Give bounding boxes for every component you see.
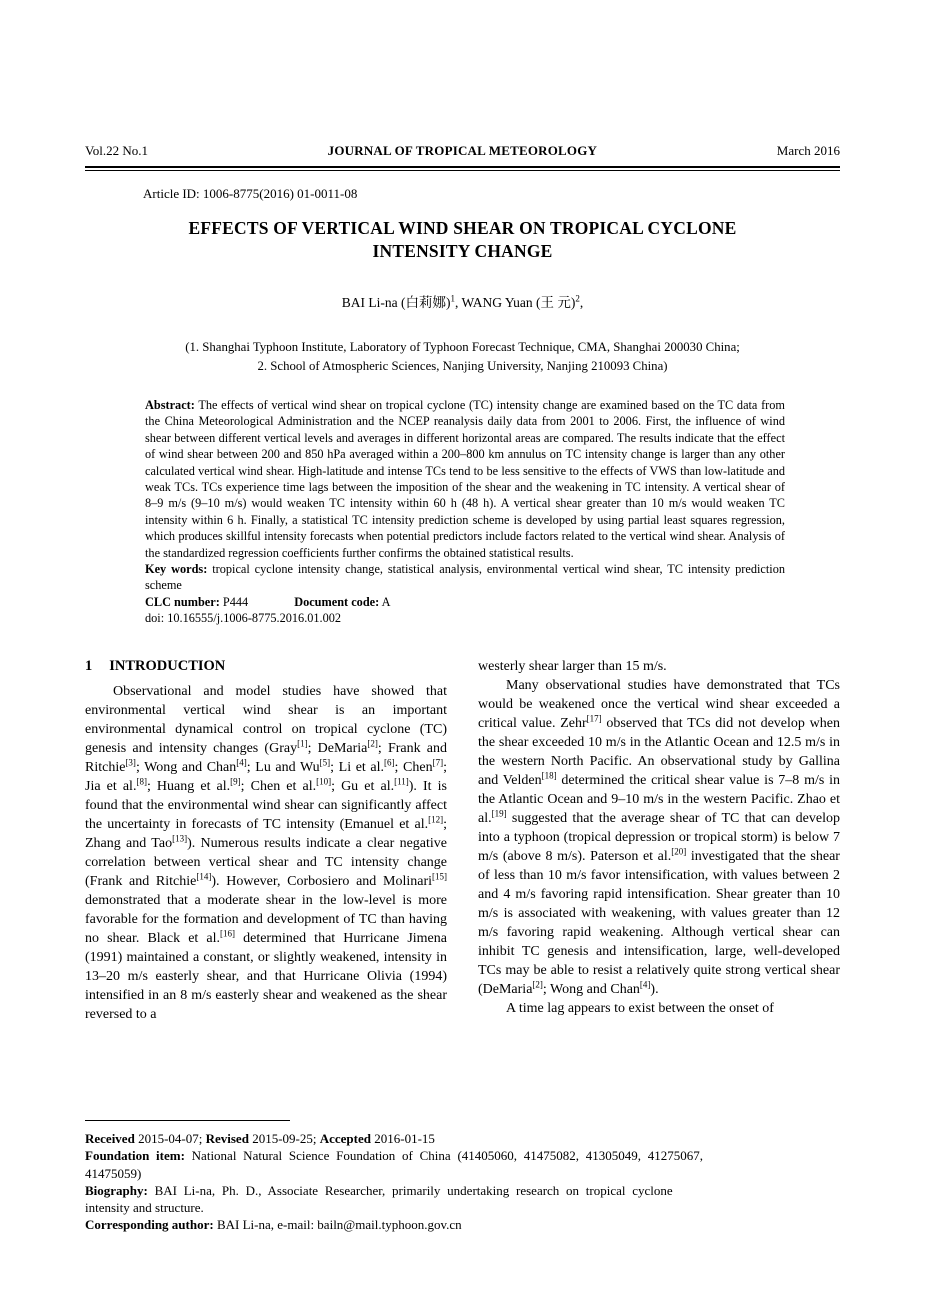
footnote-block [85,1120,840,1234]
abstract-paragraph [145,397,785,561]
affiliations [85,338,840,376]
body-paragraph: A time lag appears to exist between the onset of [506,1000,774,1016]
dates-line [85,1130,840,1147]
author-line [85,294,840,311]
foundation-text-2: 41475059) [85,1165,142,1181]
document-code-value: A [381,594,391,609]
keywords-text: tropical cyclone intensity change, statistical analysis, environmental vertical wind shear, TC intensity prediction scheme [145,562,786,593]
foundation-label: Foundation item: [85,1148,185,1164]
accepted-label: Accepted [319,1131,371,1146]
affiliation-2: 2. School of Atmospheric Sciences, Nanjing University, Nanjing 210093 China) [257,359,668,373]
clc-line [145,594,785,610]
keywords-paragraph [145,561,785,594]
issue-date: March 2016 [776,143,840,158]
section-title: INTRODUCTION [109,657,226,674]
author-affiliation-mark-1: 1 [450,293,455,304]
foundation-line-1 [85,1147,840,1164]
biography-line-2 [85,1199,840,1216]
header-double-rule [85,166,840,171]
biography-text-1: BAI Li-na, Ph. D., Associate Researcher, primarily undertaking research on tropical cyclone [154,1182,673,1198]
author-name-2: WANG Yuan (王 元) [461,295,576,310]
running-head [85,143,840,159]
body-paragraph: Observational and model studies have showed that environmental vertical wind shear is an important environmental dynamical control on tropical cyclone (TC) genesis and intensity changes (Gray[1]; DeMaria[2]; Frank and Ritchie[3]; Wong and Chan[4]; Lu and Wu[5]; Li et al.[6]; Chen[7]; Jia et al.[8]; Huang et al.[9]; Chen et al.[10]; Gu et al.[11]). It is found that the environmental wind shear can significantly affect the uncertainty in forecasts of TC intensity (Emanuel et al.[12]; Zhang and Tao[13]). Numerous results indicate a clear negative correlation between vertical shear and TC intensity change (Frank and Ritchie[14]). However, Corbosiero and Molinari[15] demonstrated that a moderate shear in the low-level is more favorable for the formation and development of TC than having no shear. Black et al.[16] determined that Hurricane Jimena (1991) maintained a constant, or slightly weakened, intensity in 13–20 m/s easterly shear, and that Hurricane Olivia (1994) intensified in an 8 m/s easterly shear and weakened as the shear reversed to a [85,683,448,1022]
right-column [478,657,840,1024]
biography-label: Biography: [85,1182,148,1198]
abstract-text: The effects of vertical wind shear on tropical cyclone (TC) intensity change are examined based on the TC data from the China Meteorological Administration and the NCEP reanalysis daily data from 2001 to 2006. First, the influence of wind shear between different vertical levels and averages in different horizontal areas are compared. The results indicate that the effect of wind shear between 200 and 850 hPa averaged within a 200–800 km annulus on TC intensity change is larger than any other calculated vertical wind shear. High-latitude and intense TCs tend to be less sensitive to the effects of VWS than low-latitude and weak TCs. TCs experience time lags between the imposition of the shear and the weakening in TC intensity. A vertical shear of 8–9 m/s (9–10 m/s) would weaken TC intensity within 60 h (48 h). A vertical shear greater than 10 m/s would weaken TC intensity within 6 h. Finally, a statistical TC intensity prediction scheme is developed by using partial least squares regression, which produces skillful intensity forecasts when potential predictors include factors related to the vertical wind shear. Analysis of the standardized regression coefficients further confirms the obtained statistical results. [145,398,785,560]
left-column [85,657,447,1024]
body-paragraph-continuation: westerly shear larger than 15 m/s. [478,658,667,674]
clc-label: CLC number: [145,594,220,609]
accepted-date: 2016-01-15 [374,1131,435,1146]
author-line-tail: , [579,295,584,310]
foundation-text-1: National Natural Science Foundation of China (41405060, 41475082, 41305049, 41275067, [191,1148,704,1164]
author-affiliation-mark-2: 2 [575,293,580,304]
volume-issue: Vol.22 No.1 [85,143,148,158]
foundation-line-2 [85,1165,840,1182]
body-paragraph: Many observational studies have demonstrated that TCs would be weakened once the vertical wind shear exceeded a critical value. Zehr[17] observed that TCs did not develop when the shear exceeded 10 m/s in the Atlantic Ocean and 12.5 m/s in the western North Pacific. An observational study by Gallina and Velden[18] determined the critical shear value is 7–8 m/s in the Atlantic Ocean and 9–10 m/s in the western Pacific. Zhao et al.[19] suggested that the average shear of TC that can develop into a typhoon (tropical depression or tropical storm) is below 7 m/s (above 8 m/s). Paterson et al.[20] investigated that the shear of less than 10 m/s favor intensification, with values between 2 and 4 m/s favoring rapid intensification. Shear greater than 10 m/s is associated with weakening, with values greater than 12 m/s favoring rapid weakening. Although vertical shear can inhibit TC genesis and intensification, large, well-developed TCs may be able to resist a relatively quite strong vertical shear (DeMaria[2]; Wong and Chan[4]). [478,677,841,997]
corresponding-author-text: BAI Li-na, e-mail: bailn@mail.typhoon.gov.cn [216,1217,462,1233]
section-number: 1 [85,657,93,674]
revised-label: Revised [205,1131,249,1146]
article-title-line2: INTENSITY CHANGE [372,241,553,261]
received-date: 2015-04-07; [138,1131,203,1146]
author-separator: , [454,295,462,310]
article-body [85,657,840,1024]
footnote-rule [85,1120,290,1121]
article-title-line1: EFFECTS OF VERTICAL WIND SHEAR ON TROPICAL CYCLONE [188,218,737,238]
article-title [85,217,840,263]
biography-text-2: intensity and structure. [85,1200,204,1216]
biography-line-1 [85,1182,840,1199]
corresponding-author-label: Corresponding author: [85,1217,214,1233]
doi-line [145,610,785,626]
abstract-block [145,397,785,627]
article-id: Article ID: 1006-8775(2016) 01-0011-08 [143,186,358,201]
author-name-1: BAI Li-na (白莉娜) [341,295,451,310]
document-code-label: Document code: [294,594,380,609]
affiliation-1: (1. Shanghai Typhoon Institute, Laboratory of Typhoon Forecast Technique, CMA, Shanghai 200030 China; [185,340,740,354]
keywords-label: Key words: [145,562,208,577]
section-heading-introduction [85,657,447,676]
doi-label: doi: [145,611,165,626]
received-label: Received [85,1131,135,1146]
clc-value: P444 [222,594,249,609]
revised-date: 2015-09-25; [252,1131,317,1146]
journal-name: JOURNAL OF TROPICAL METEOROLOGY [327,143,598,158]
abstract-label: Abstract: [145,398,195,412]
corresponding-author-line [85,1216,840,1233]
doi-value: 10.16555/j.1006-8775.2016.01.002 [167,611,342,626]
